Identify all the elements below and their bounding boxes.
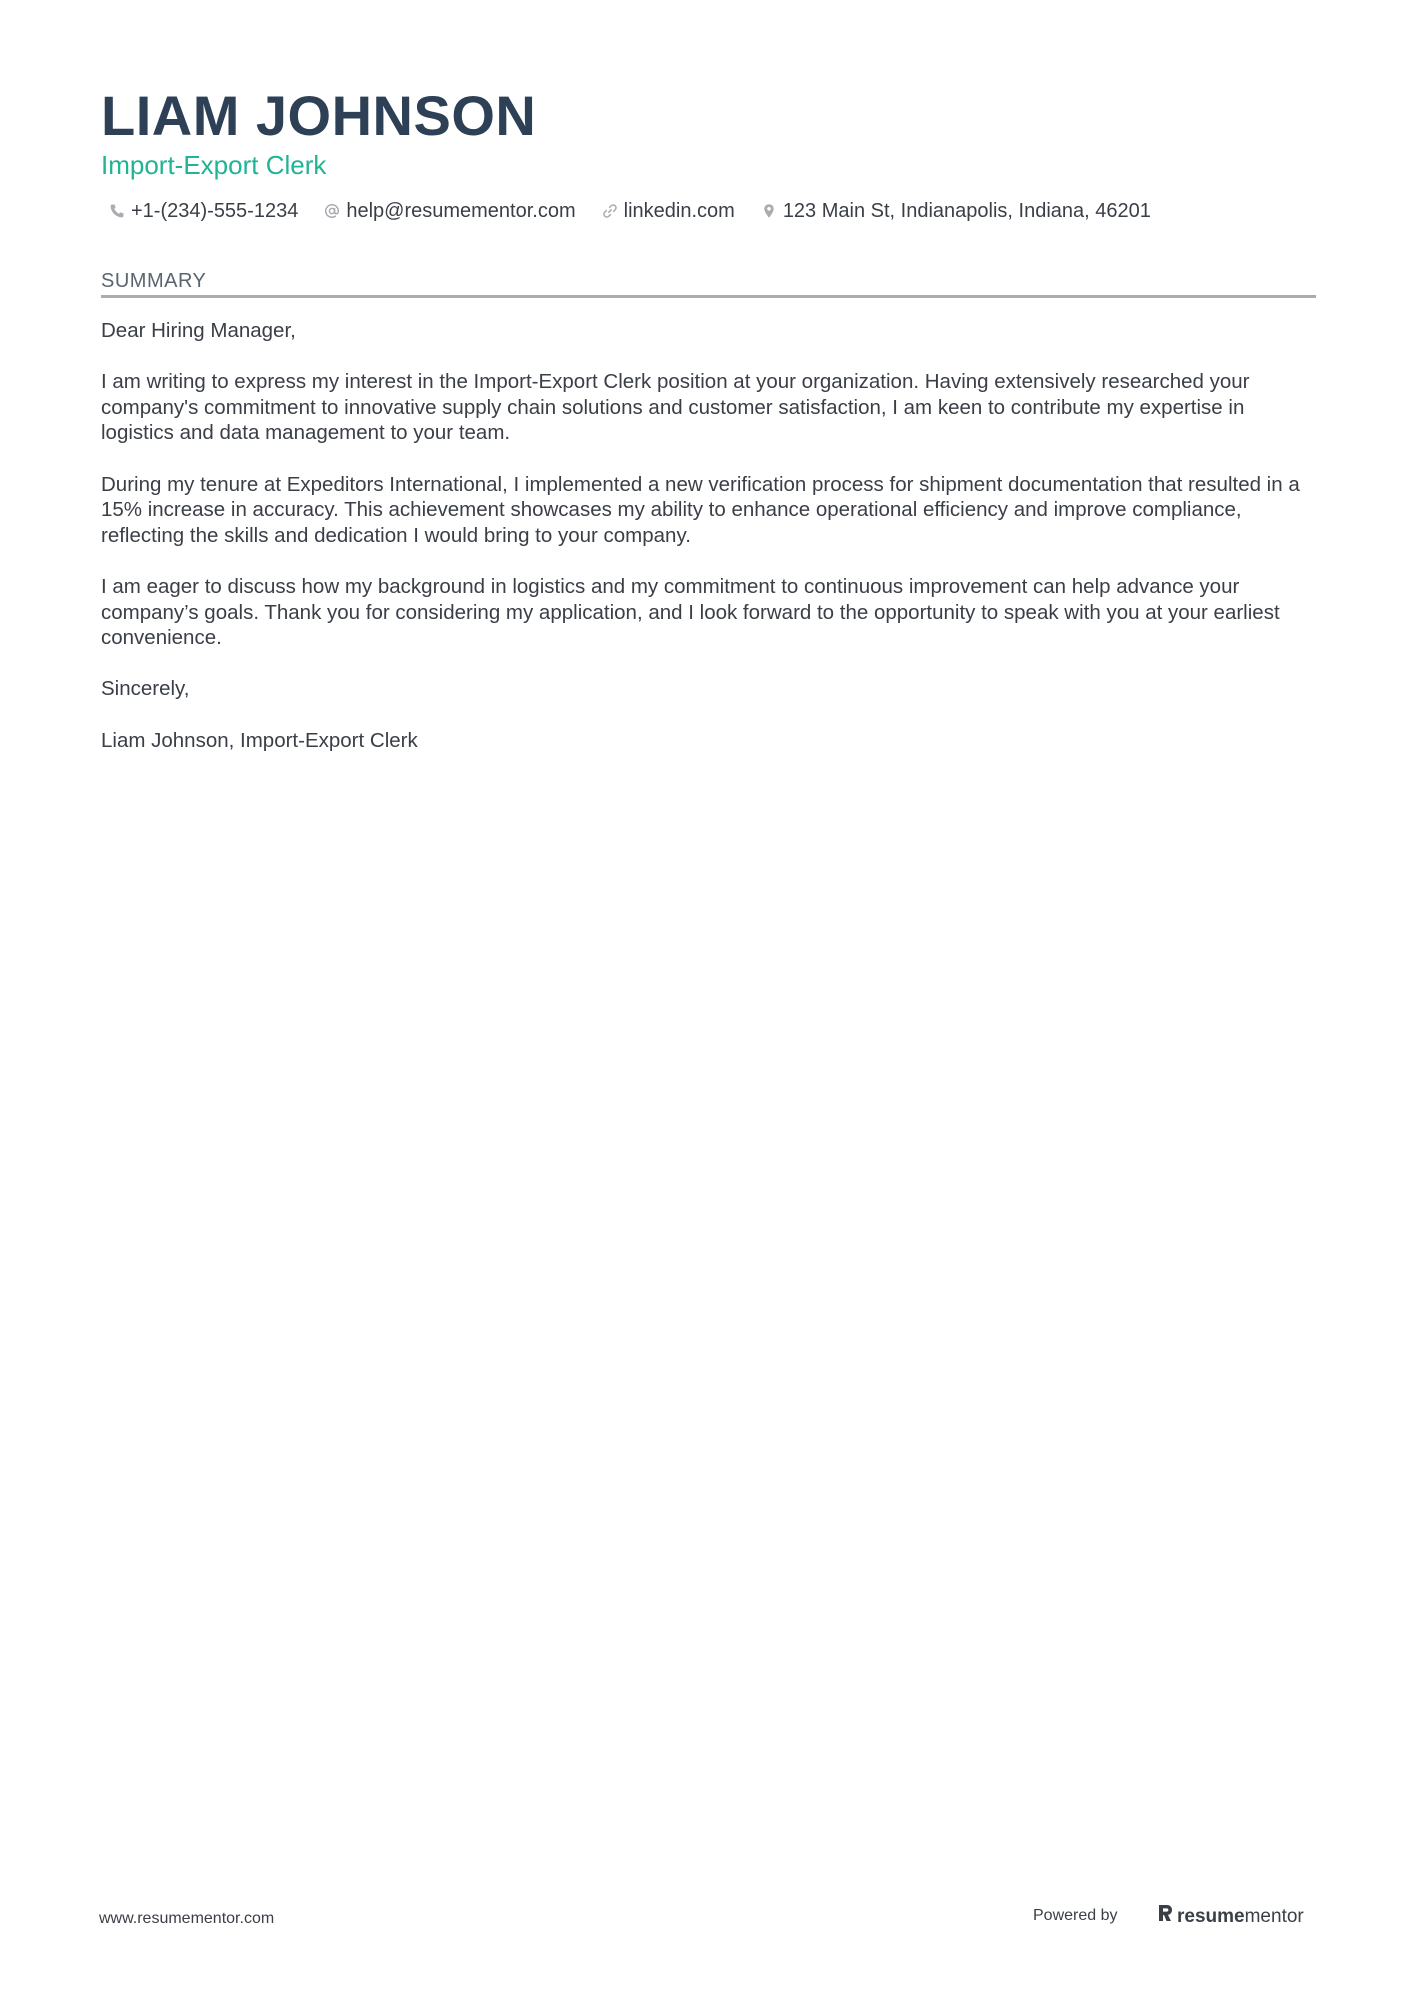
document-page <box>101 0 1316 1995</box>
candidate-name: LIAM JOHNSON <box>101 84 537 147</box>
phone-text: +1-(234)-555-1234 <box>131 200 299 222</box>
contact-email[interactable] <box>324 198 575 224</box>
job-title: Import-Export Clerk <box>101 150 327 180</box>
resumementor-logo-icon <box>1157 1903 1173 1930</box>
letter-closing: Sincerely, <box>101 677 190 701</box>
letter-signature: Liam Johnson, Import-Export Clerk <box>101 728 418 752</box>
letter-body <box>101 318 1316 779</box>
contact-bar <box>109 198 1177 224</box>
at-icon <box>324 203 340 219</box>
email-text: help@resumementor.com <box>346 200 576 222</box>
section-divider <box>101 295 1316 298</box>
contact-linkedin[interactable] <box>602 198 735 224</box>
phone-icon <box>109 203 125 219</box>
section-title-summary: SUMMARY <box>101 270 207 292</box>
contact-phone[interactable] <box>109 198 298 224</box>
letter-greeting: Dear Hiring Manager, <box>101 319 296 342</box>
brand-name-bold: resume <box>1177 1905 1245 1927</box>
address-text: 123 Main St, Indianapolis, Indiana, 46201 <box>782 200 1151 222</box>
letter-paragraph: During my tenure at Expeditors International, I implemented a new verification process for shipment documentation that resulted in a 15% increase in accuracy. This achievement showcases my ability to enhance operational efficiency and improve compliance, reflecting the skills and dedication I would bring to your company. <box>101 472 1300 547</box>
footer-url-link[interactable]: www.resumementor.com <box>99 1910 275 1927</box>
contact-address <box>761 198 1151 224</box>
letter-paragraph: I am eager to discuss how my background in logistics and my commitment to continuous improvement can help advance your company’s goals. Thank you for considering my application, and I look forward to the opportunity to speak with you at your earliest convenience. <box>101 574 1280 650</box>
linkedin-text: linkedin.com <box>623 200 735 222</box>
location-pin-icon <box>761 203 777 219</box>
brand-name-light: mentor <box>1244 1905 1304 1927</box>
brand-logo[interactable] <box>1157 1903 1304 1930</box>
letter-paragraph: I am writing to express my interest in the Import-Export Clerk position at your organization. Having extensively researched your company's commitment to innovative supply chain solutions and customer satisfaction, I am keen to contribute my expertise in logistics and data management to your team. <box>101 370 1250 445</box>
powered-by-label: Powered by <box>1033 1907 1118 1924</box>
link-icon <box>602 203 618 219</box>
